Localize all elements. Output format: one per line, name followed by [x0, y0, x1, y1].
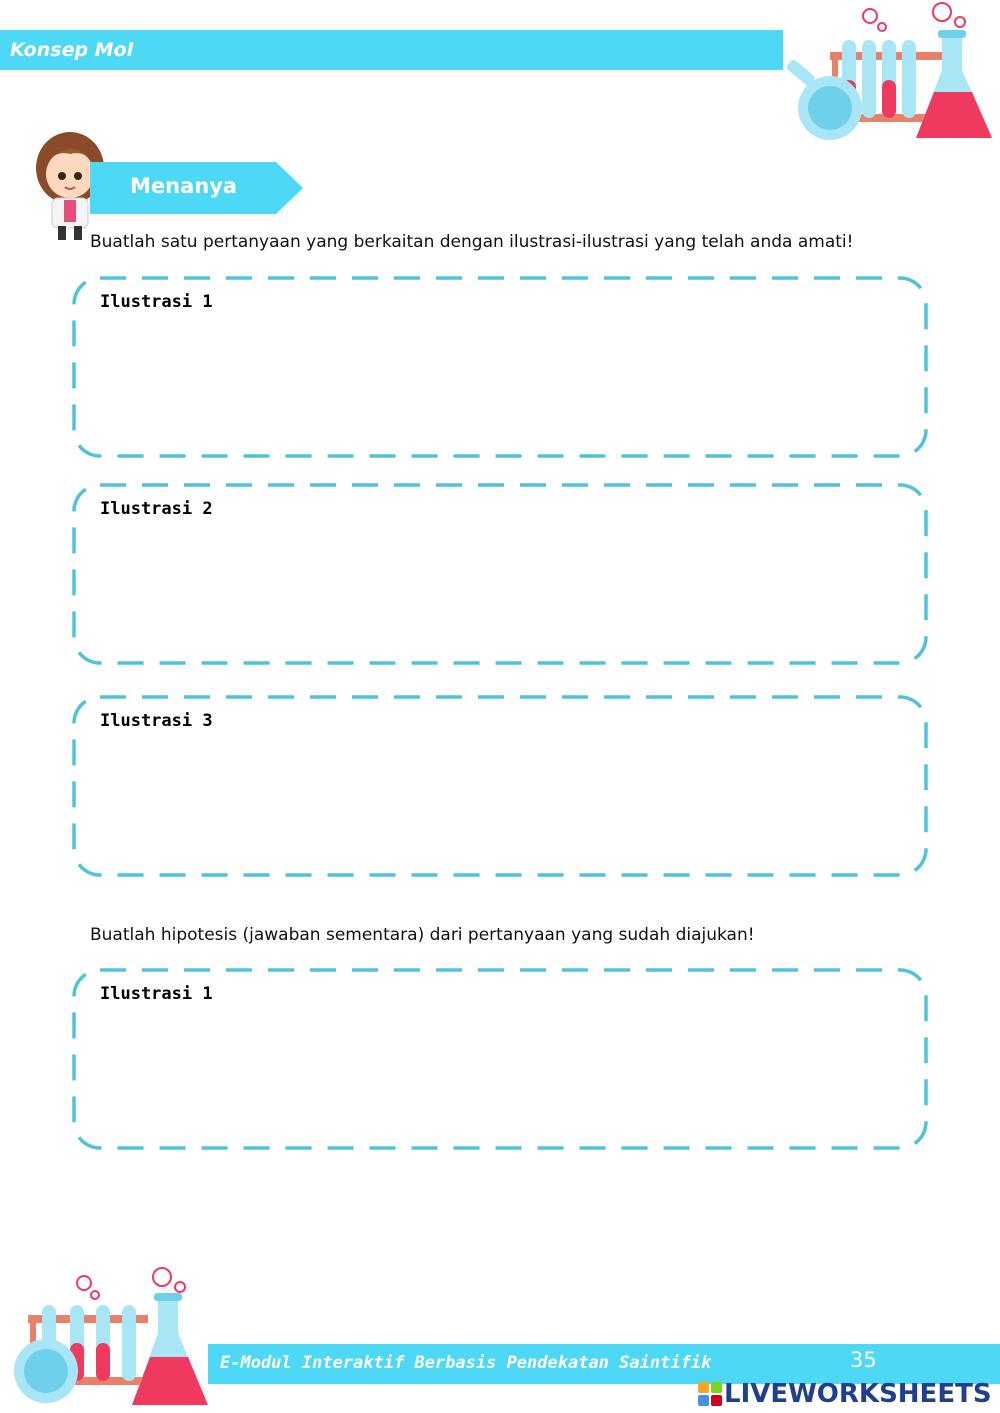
- footer-text: E-Modul Interaktif Berbasis Pendekatan Saintifik: [220, 1353, 712, 1373]
- page-number: 35: [850, 1348, 877, 1372]
- question-box-3: [72, 695, 928, 877]
- question-box-2: [72, 483, 928, 665]
- hypothesis-box-1-label: Ilustrasi 1: [100, 984, 213, 1004]
- question-box-1: [72, 276, 928, 458]
- header-title: Konsep Mol: [10, 39, 134, 61]
- question-box-1-label: Ilustrasi 1: [100, 292, 213, 312]
- hypothesis-instruction: Buatlah hipotesis (jawaban sementara) dari pertanyaan yang sudah diajukan!: [90, 925, 755, 945]
- section-tag: [90, 162, 303, 214]
- liveworksheets-text: LIVEWORKSHEETS: [724, 1379, 992, 1409]
- lab-glassware-illustration-top: [782, 0, 1000, 150]
- question-answer-input-1[interactable]: [98, 324, 898, 436]
- liveworksheets-watermark: [698, 1378, 992, 1410]
- section-tag-label: Menanya: [130, 174, 238, 198]
- question-answer-input-3[interactable]: [98, 743, 898, 855]
- hypothesis-answer-input-1[interactable]: [98, 1016, 898, 1128]
- question-instruction: Buatlah satu pertanyaan yang berkaitan dengan ilustrasi-ilustrasi yang telah anda amati!: [90, 232, 854, 252]
- question-box-3-label: Ilustrasi 3: [100, 711, 213, 731]
- header-bar: [0, 30, 783, 70]
- lab-glassware-illustration-bottom: [0, 1265, 215, 1413]
- hypothesis-box-1: [72, 968, 928, 1150]
- question-answer-input-2[interactable]: [98, 531, 898, 643]
- liveworksheets-logo-icon: [698, 1382, 722, 1406]
- question-box-2-label: Ilustrasi 2: [100, 499, 213, 519]
